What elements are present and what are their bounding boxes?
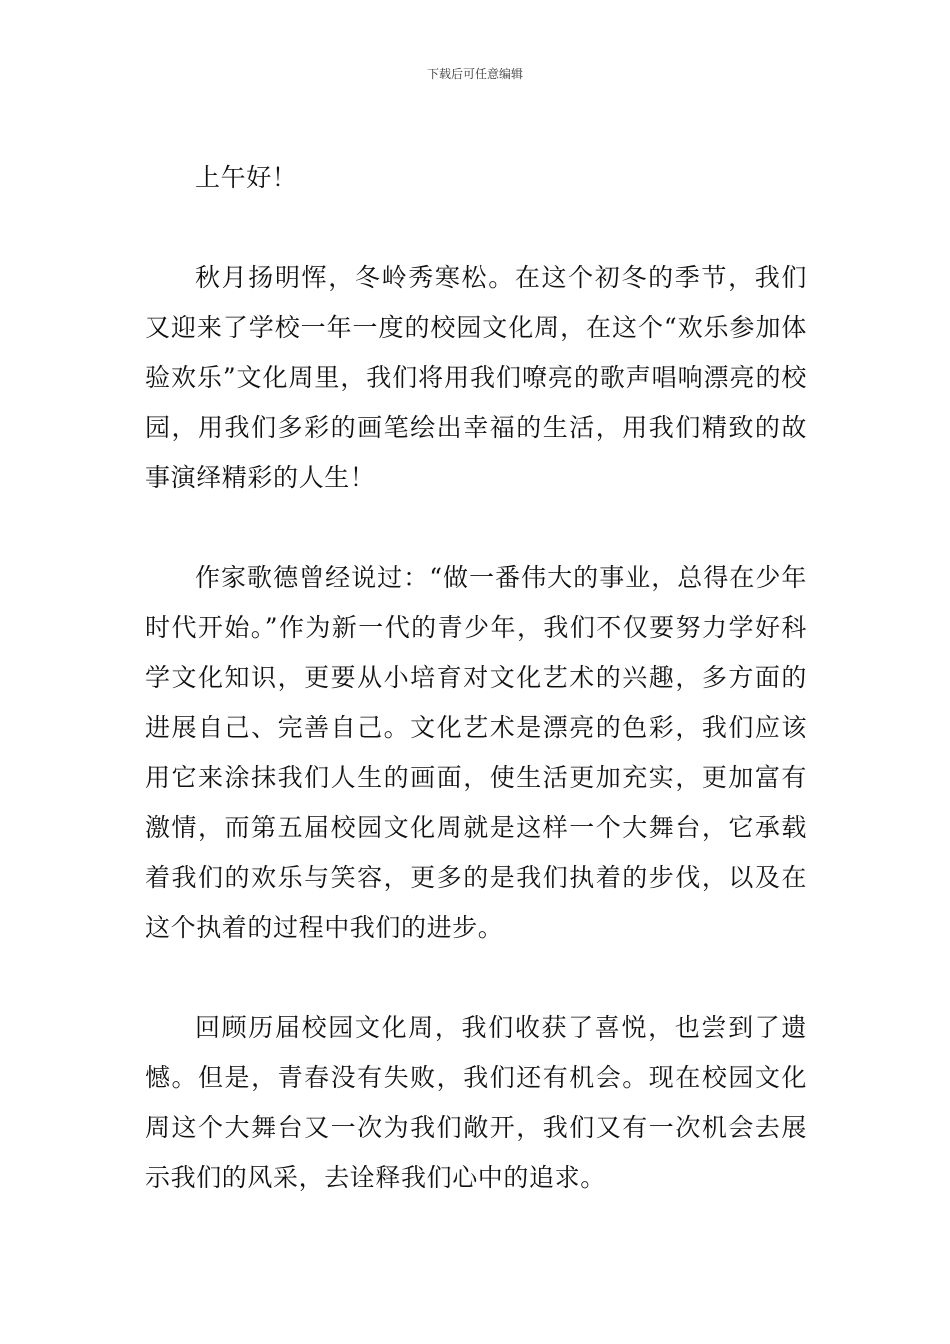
page-header-note: 下载后可任意编辑 [426, 67, 523, 81]
paragraph-autumn-festival: 秋月扬明恽，冬岭秀寒松。在这个初冬的季节，我们又迎来了学校一年一度的校园文化周，在这个“欢乐参加体验欢乐”文化周里，我们将用我们嘹亮的歌声唱响漂亮的校园，用我们多彩的画笔绘出幸福的生活，用我们精致的故事演绎精彩的人生！ [145, 263, 807, 492]
paragraph-goethe-quote: 作家歌德曾经说过：“做一番伟大的事业，总得在少年时代开始。”作为新一代的青少年，我们不仅要努力学好科学文化知识，更要从小培育对文化艺术的兴趣，多方面的进展自己、完善自己。文化艺术是漂亮的色彩，我们应该用它来涂抹我们人生的画面，使生活更加充实，更加富有激情，而第五届校园文化周就是这样一个大舞台，它承载着我们的欢乐与笑容，更多的是我们执着的步伐，以及在这个执着的过程中我们的进步。 [145, 563, 807, 942]
greeting-paragraph: 上午好！ [195, 163, 298, 192]
paragraph-review: 回顾历届校园文化周，我们收获了喜悦，也尝到了遗憾。但是，青春没有失败，我们还有机会。现在校园文化周这个大舞台又一次为我们敞开，我们又有一次机会去展示我们的风采，去诠释我们心中的追求。 [145, 1013, 807, 1192]
document-body [145, 153, 807, 1203]
